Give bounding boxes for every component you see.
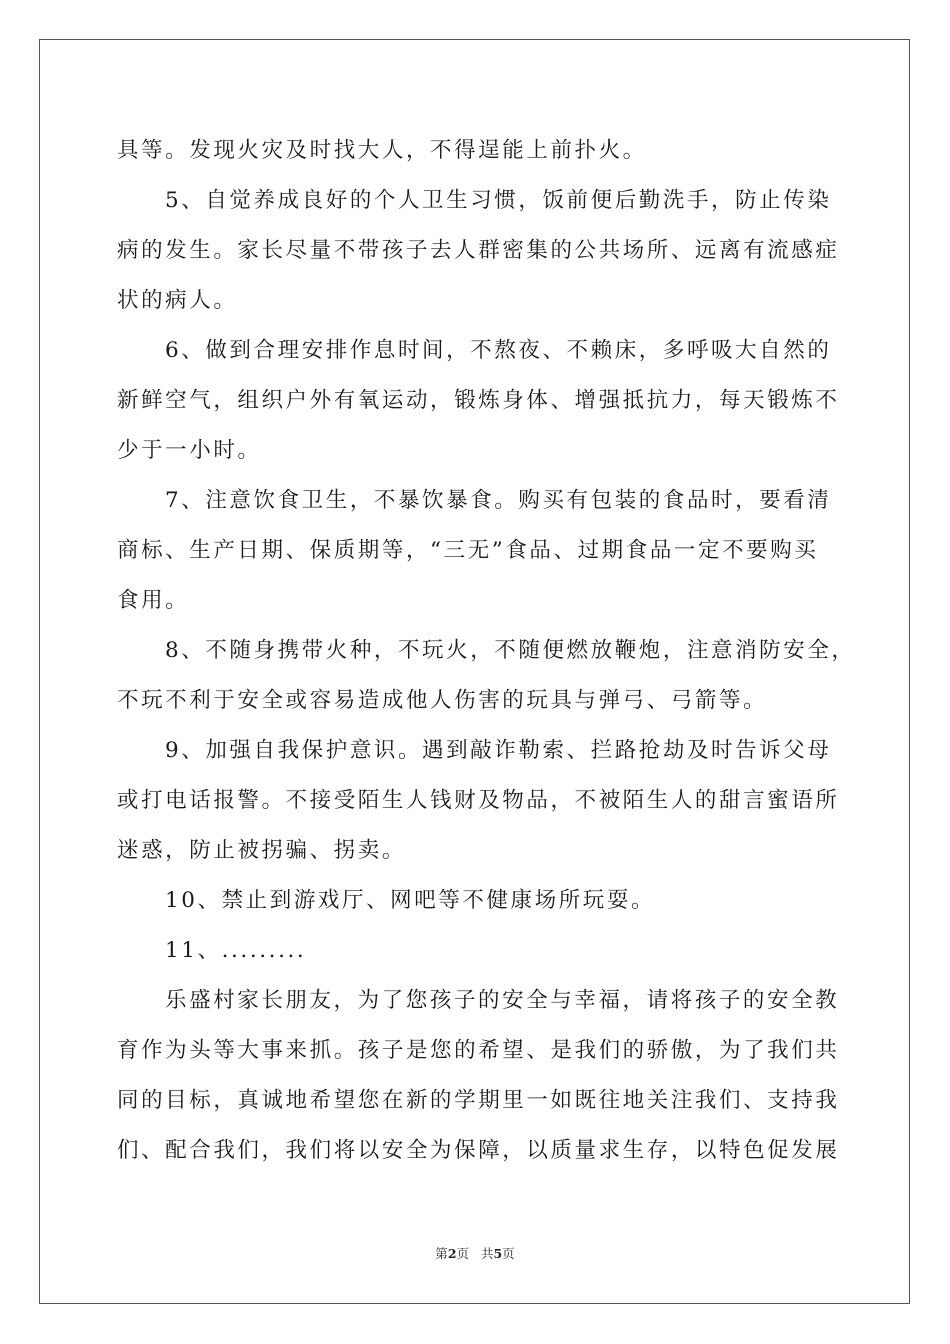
text-line: 乐盛村家长朋友，为了您孩子的安全与幸福，请将孩子的安全教 <box>165 988 840 1013</box>
page-total: 5 <box>493 1246 503 1261</box>
text-line: 们、配合我们，我们将以安全为保障，以质量求生存，以特色促发展 <box>117 1138 840 1163</box>
page-number-current: 2 <box>447 1246 457 1261</box>
page-number-suffix: 页 <box>456 1246 470 1261</box>
text-line: 育作为头等大事来抓。孩子是您的希望、是我们的骄傲，为了我们共 <box>117 1038 840 1063</box>
text-line: 少于一小时。 <box>117 438 262 463</box>
text-line: 9、加强自我保护意识。遇到敲诈勒索、拦路抢劫及时告诉父母 <box>165 738 832 763</box>
text-line: 或打电话报警。不接受陌生人钱财及物品，不被陌生人的甜言蜜语所 <box>117 788 840 813</box>
text-line: 10、禁止到游戏厅、网吧等不健康场所玩耍。 <box>165 888 656 913</box>
text-line: 食用。 <box>117 588 190 613</box>
text-line: 5、自觉养成良好的个人卫生习惯，饭前便后勤洗手，防止传染 <box>165 188 832 213</box>
text-line: 迷惑，防止被拐骗、拐卖。 <box>117 838 406 863</box>
text-line: 7、注意饮食卫生，不暴饮暴食。购买有包装的食品时，要看清 <box>165 488 832 513</box>
text-line: 具等。发现火灾及时找大人，不得逞能上前扑火。 <box>117 138 647 163</box>
text-line: 同的目标，真诚地希望您在新的学期里一如既往地关注我们、支持我 <box>117 1088 840 1113</box>
text-line: 11、......... <box>165 938 307 963</box>
text-line: 新鲜空气，组织户外有氧运动，锻炼身体、增强抵抗力，每天锻炼不 <box>117 388 840 413</box>
page-total-suffix: 页 <box>502 1246 515 1261</box>
text-line: 状的病人。 <box>117 288 238 313</box>
page-footer <box>0 1244 950 1262</box>
text-line: 商标、生产日期、保质期等，“三无”食品、过期食品一定不要购买 <box>117 538 819 563</box>
page-total-prefix: 共 <box>480 1246 494 1261</box>
text-line: 6、做到合理安排作息时间，不熬夜、不赖床，多呼吸大自然的 <box>165 338 832 363</box>
page-number-prefix: 第 <box>435 1246 448 1261</box>
text-line: 病的发生。家长尽量不带孩子去人群密集的公共场所、远离有流感症 <box>117 238 840 263</box>
text-line: 不玩不利于安全或容易造成他人伤害的玩具与弹弓、弓箭等。 <box>117 688 768 713</box>
text-line: 8、不随身携带火种，不玩火，不随便燃放鞭炮，注意消防安全， <box>165 638 856 663</box>
